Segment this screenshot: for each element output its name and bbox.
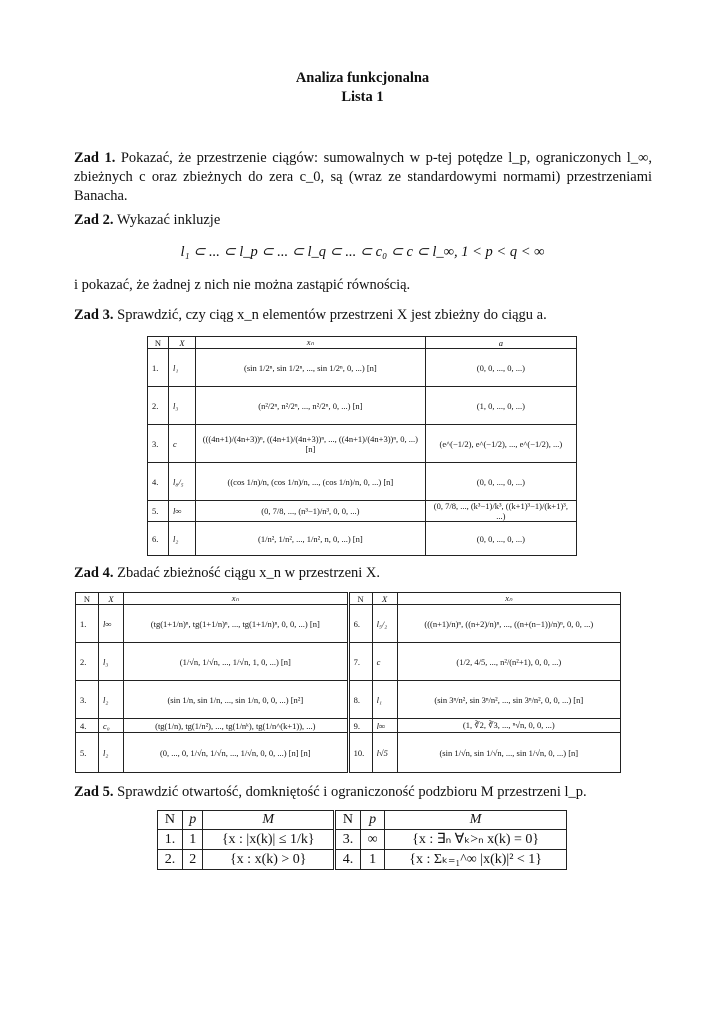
cell-x: l∞ [169, 501, 196, 522]
problem-4-label: Zad 4. [74, 565, 114, 581]
problem-1 [74, 149, 652, 206]
problem-5-text: Sprawdzić otwartość, domkniętość i ograniczoność podzbioru M przestrzeni l_p. [117, 784, 587, 800]
header-xn: xₙ [196, 337, 426, 349]
problem-3 [74, 306, 652, 325]
table-header-row [148, 337, 577, 349]
header-m: M [203, 811, 334, 830]
cell-n: 4. [148, 463, 169, 501]
cell-m: {x : ∃ₙ ∀ₖ>ₙ x(k) = 0} [385, 830, 567, 850]
table-row [148, 387, 577, 425]
problem-2-after: i pokazać, że żadnej z nich nie można zastąpić równością. [74, 277, 411, 293]
cell-xn: (n²/2ⁿ, n²/2ⁿ, ..., n²/2ⁿ, 0, ...) [n] [196, 387, 426, 425]
table-row [148, 501, 577, 522]
problem-4-table [75, 592, 621, 773]
cell-a: (e^(−1/2), e^(−1/2), ..., e^(−1/2), ...) [425, 425, 576, 463]
cell-xn: (1/2, 4/5, ..., n²/(n²+1), 0, 0, ...) [397, 643, 620, 681]
table-row [76, 681, 621, 719]
problem-5-label: Zad 5. [74, 784, 114, 800]
problem-2 [74, 211, 652, 230]
table-header-row [158, 811, 567, 830]
cell-x: l₁ [372, 681, 397, 719]
table-row [148, 522, 577, 556]
header-p: p [360, 811, 384, 830]
cell-n: 3. [335, 830, 360, 850]
cell-a: (0, 0, ..., 0, ...) [425, 349, 576, 387]
problem-5-table [157, 810, 567, 870]
cell-xn: (sin 1/√n, sin 1/√n, ..., sin 1/√n, 0, ...) [n] [397, 733, 620, 773]
header-x: X [372, 593, 397, 605]
cell-x: c [372, 643, 397, 681]
cell-n: 6. [349, 605, 372, 643]
cell-xn: (1/n², 1/n², ..., 1/n², n, 0, ...) [n] [196, 522, 426, 556]
cell-p: 2 [182, 850, 203, 870]
cell-xn: (tg(1/n), tg(1/n²), ..., tg(1/nᵏ), tg(1/n^(k+1)), ...) [124, 719, 348, 733]
cell-a: (0, 7/8, ..., (k³−1)/k³, ((k+1)³−1)/(k+1)³, ...) [425, 501, 576, 522]
cell-n: 2. [158, 850, 183, 870]
table-row [148, 425, 577, 463]
cell-x: l₂ [169, 522, 196, 556]
cell-x: l₈/₅ [169, 463, 196, 501]
cell-n: 2. [148, 387, 169, 425]
cell-n: 6. [148, 522, 169, 556]
cell-xn: ((cos 1/n)/n, (cos 1/n)/n, ..., (cos 1/n)/n, 0, ...) [n] [196, 463, 426, 501]
problem-4 [74, 564, 652, 583]
cell-xn: (((n+1)/n)ⁿ, ((n+2)/n)ⁿ, ..., ((n+(n−1))/n)ⁿ, 0, 0, ...) [397, 605, 620, 643]
cell-xn: (0, 7/8, ..., (n³−1)/n³, 0, 0, ...) [196, 501, 426, 522]
header-n: N [158, 811, 183, 830]
cell-n: 5. [148, 501, 169, 522]
problem-2-formula: l₁ ⊂ ... ⊂ l_p ⊂ ... ⊂ l_q ⊂ ... ⊂ c₀ ⊂ c ⊂ l_∞, 1 < p < q < ∞ [180, 244, 545, 260]
cell-x: l∞ [99, 605, 124, 643]
table-header-row [76, 593, 621, 605]
problem-2-text: Wykazać inkluzje [116, 212, 221, 228]
cell-x: l∞ [372, 719, 397, 733]
cell-n: 2. [76, 643, 99, 681]
header-x: X [169, 337, 196, 349]
cell-x: c [169, 425, 196, 463]
table-row [76, 643, 621, 681]
header-m: M [385, 811, 567, 830]
cell-x: l₁ [169, 349, 196, 387]
table-row [76, 733, 621, 773]
cell-n: 3. [148, 425, 169, 463]
cell-p: 1 [360, 850, 384, 870]
document-title: Analiza funkcjonalna [295, 70, 430, 86]
cell-xn: (sin 1/2ⁿ, sin 1/2ⁿ, ..., sin 1/2ⁿ, 0, ...) [n] [196, 349, 426, 387]
cell-n: 4. [335, 850, 360, 870]
header-xn: xₙ [124, 593, 348, 605]
cell-n: 4. [76, 719, 99, 733]
cell-n: 9. [349, 719, 372, 733]
cell-m: {x : Σₖ₌₁^∞ |x(k)|² < 1} [385, 850, 567, 870]
cell-p: ∞ [360, 830, 384, 850]
document-subtitle: Lista 1 [341, 89, 384, 105]
problem-1-label: Zad 1. [74, 150, 116, 166]
problem-3-table [147, 336, 577, 556]
cell-x: l₂ [99, 733, 124, 773]
problem-2-label: Zad 2. [74, 212, 114, 228]
header-xn: xₙ [397, 593, 620, 605]
table-row [148, 349, 577, 387]
header-a: a [425, 337, 576, 349]
header-n: N [349, 593, 372, 605]
table-row [148, 463, 577, 501]
cell-xn: (1, ∛2, ∛3, ..., ⁿ√n, 0, 0, ...) [397, 719, 620, 733]
cell-x: l₃ [99, 643, 124, 681]
problem-5 [74, 783, 652, 802]
cell-xn: (sin 3ⁿ/n², sin 3ⁿ/n², ..., sin 3ⁿ/n², 0, 0, ...) [n] [397, 681, 620, 719]
cell-n: 1. [76, 605, 99, 643]
cell-x: l√5 [372, 733, 397, 773]
cell-x: l₃ [169, 387, 196, 425]
table-row [76, 605, 621, 643]
cell-n: 3. [76, 681, 99, 719]
header-p: p [182, 811, 203, 830]
cell-x: l₅/₂ [372, 605, 397, 643]
cell-x: l₂ [99, 681, 124, 719]
cell-m: {x : |x(k)| ≤ 1/k} [203, 830, 334, 850]
cell-xn: (tg(1+1/n)ⁿ, tg(1+1/n)ⁿ, ..., tg(1+1/n)ⁿ, 0, 0, ...) [n] [124, 605, 348, 643]
table-row [76, 719, 621, 733]
cell-xn: (sin 1/n, sin 1/n, ..., sin 1/n, 0, 0, ...) [n²] [124, 681, 348, 719]
cell-xn: (((4n+1)/(4n+3))ⁿ, ((4n+1)/(4n+3))ⁿ, ..., ((4n+1)/(4n+3))ⁿ, 0, ...) [n] [196, 425, 426, 463]
cell-xn: (1/√n, 1/√n, ..., 1/√n, 1, 0, ...) [n] [124, 643, 348, 681]
cell-n: 5. [76, 733, 99, 773]
cell-a: (0, 0, ..., 0, ...) [425, 522, 576, 556]
cell-x: c₀ [99, 719, 124, 733]
header-x: X [99, 593, 124, 605]
cell-n: 1. [158, 830, 183, 850]
problem-3-label: Zad 3. [74, 307, 114, 323]
problem-3-text: Sprawdzić, czy ciąg x_n elementów przestrzeni X jest zbieżny do ciągu a. [117, 307, 547, 323]
cell-a: (0, 0, ..., 0, ...) [425, 463, 576, 501]
cell-p: 1 [182, 830, 203, 850]
table-row [158, 830, 567, 850]
cell-a: (1, 0, ..., 0, ...) [425, 387, 576, 425]
cell-n: 7. [349, 643, 372, 681]
header-n: N [148, 337, 169, 349]
header-n: N [76, 593, 99, 605]
cell-m: {x : x(k) > 0} [203, 850, 334, 870]
problem-1-text: Pokazać, że przestrzenie ciągów: sumowalnych w p-tej potędze l_p, ograniczonych l_∞, zbieżnych c oraz zbieżnych do zera c_0, są (wraz ze standardowymi normami) przestrzeniami Banacha. [74, 150, 652, 204]
table-row [158, 850, 567, 870]
problem-4-text: Zbadać zbieżność ciągu x_n w przestrzeni X. [117, 565, 381, 581]
cell-n: 1. [148, 349, 169, 387]
header-n: N [335, 811, 360, 830]
cell-xn: (0, ..., 0, 1/√n, 1/√n, ..., 1/√n, 0, 0, ...) [n] [n] [124, 733, 348, 773]
cell-n: 10. [349, 733, 372, 773]
cell-n: 8. [349, 681, 372, 719]
